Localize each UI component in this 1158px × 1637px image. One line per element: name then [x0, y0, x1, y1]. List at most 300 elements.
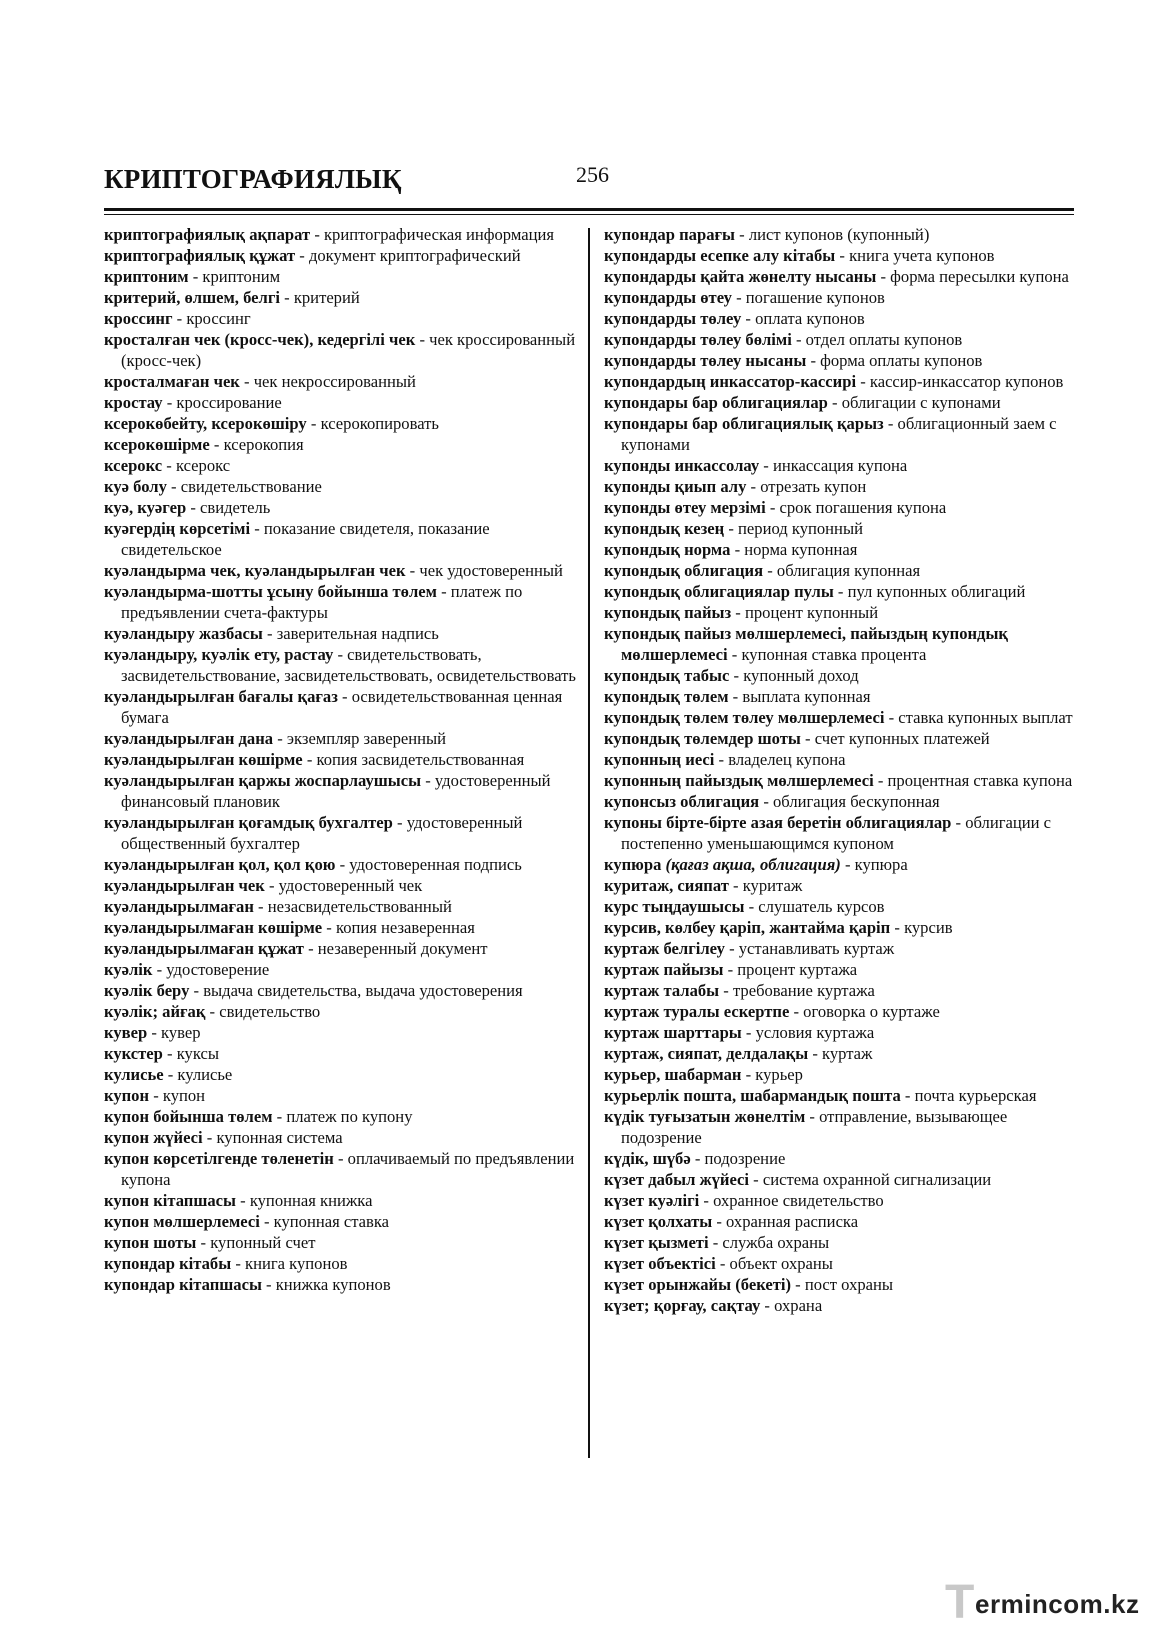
entry-term: куәландырылған қоғамдық бухгалтер	[104, 813, 393, 832]
entry-translation: криптографическая информация	[324, 225, 554, 244]
dictionary-entry	[104, 917, 579, 938]
entry-separator: -	[322, 918, 336, 937]
dictionary-entry	[604, 1232, 1076, 1253]
entry-separator: -	[741, 309, 756, 328]
dictionary-entry	[104, 1064, 579, 1085]
dictionary-entry	[104, 959, 579, 980]
entry-term: купондарды өтеу	[604, 288, 732, 307]
entry-separator: -	[209, 435, 224, 454]
entry-translation: владелец купона	[728, 750, 846, 769]
entry-separator: -	[951, 813, 966, 832]
right-column	[604, 224, 1076, 1316]
entry-translation: форма пересылки купона	[890, 267, 1069, 286]
entry-separator: -	[250, 519, 264, 538]
entry-term: куәландырылған дана	[104, 729, 274, 748]
entry-translation: требование куртажа	[732, 981, 875, 1000]
dictionary-entry	[604, 980, 1076, 1001]
entry-translation: купон	[162, 1086, 206, 1105]
dictionary-entry	[104, 1127, 579, 1148]
dictionary-entry	[104, 224, 579, 245]
entry-translation: удостоверение	[166, 960, 270, 979]
dictionary-entry	[604, 1085, 1076, 1106]
entry-translation: оплачиваемый по предъявлении купона	[121, 1149, 575, 1189]
entry-separator: -	[759, 792, 773, 811]
dictionary-entry	[604, 1190, 1076, 1211]
entry-term: куәлік; айғақ	[104, 1002, 206, 1021]
entry-translation: куксы	[176, 1044, 220, 1063]
entry-term: купон	[104, 1086, 150, 1105]
entry-separator: -	[280, 288, 294, 307]
dictionary-entry	[604, 1043, 1076, 1064]
entry-translation: незасвидетельствованный	[267, 897, 452, 916]
dictionary-entry	[104, 1022, 579, 1043]
entry-separator: -	[436, 582, 451, 601]
dictionary-entry	[104, 1211, 579, 1232]
entry-separator: -	[188, 267, 203, 286]
entry-term: купонсыз облигация	[604, 792, 760, 811]
entry-translation: процент куртажа	[737, 960, 858, 979]
entry-term: купондарды есепке алу кітабы	[604, 246, 836, 265]
entry-translation: купонная система	[216, 1128, 343, 1147]
dictionary-entry	[104, 1148, 579, 1190]
left-column	[104, 224, 579, 1295]
dictionary-entry	[604, 812, 1076, 854]
dictionary-entry	[104, 392, 579, 413]
entry-term: күзет куәлігі	[604, 1191, 700, 1210]
dictionary-entry	[604, 917, 1076, 938]
entry-term: купонның пайыздық мөлшерлемесі	[604, 771, 874, 790]
dictionary-entry	[604, 1106, 1076, 1148]
entry-separator: -	[805, 1107, 820, 1126]
entry-term: купондық норма	[604, 540, 731, 559]
entry-translation: свидетель	[200, 498, 271, 517]
entry-separator: -	[759, 456, 773, 475]
entry-separator: -	[719, 981, 733, 1000]
dictionary-entry	[604, 602, 1076, 623]
entry-translation: криптоним	[202, 267, 281, 286]
dictionary-entry	[604, 1295, 1076, 1316]
entry-separator: -	[714, 750, 729, 769]
entry-term: купонды өтеу мерзімі	[604, 498, 766, 517]
entry-translation: оплата купонов	[755, 309, 865, 328]
entry-separator: -	[202, 1128, 217, 1147]
entry-term: куәландыру, куәлік ету, растау	[104, 645, 334, 664]
dictionary-entry	[604, 665, 1076, 686]
dictionary-entry	[604, 245, 1076, 266]
entry-translation: удостоверенный общественный бухгалтер	[121, 813, 523, 853]
entry-separator: -	[392, 813, 407, 832]
entry-separator: -	[760, 1296, 775, 1315]
entry-term: ксерокс	[104, 456, 163, 475]
entry-translation: показание свидетеля, показание свидетельское	[121, 519, 490, 559]
entry-term: куә болу	[104, 477, 167, 496]
entry-term: куәгердің көрсетімі	[104, 519, 251, 538]
entry-separator: -	[840, 855, 855, 874]
dictionary-entry	[104, 854, 579, 875]
entry-term: купондық төлемдер шоты	[604, 729, 801, 748]
dictionary-entry	[104, 518, 579, 560]
entry-term: купондық төлем төлеу мөлшерлемесі	[604, 708, 885, 727]
dictionary-entry	[604, 896, 1076, 917]
entry-translation: облигационный заем с купонами	[621, 414, 1057, 454]
entry-separator: -	[259, 1212, 274, 1231]
dictionary-entry	[104, 896, 579, 917]
entry-translation: кроссинг	[186, 309, 251, 328]
dictionary-entry	[604, 476, 1076, 497]
entry-term: купон кітапшасы	[104, 1191, 236, 1210]
column-divider	[588, 228, 590, 1458]
entry-term: ксерокөбейту, ксерокөшіру	[104, 414, 307, 433]
page-header	[104, 160, 1074, 200]
entry-translation: документ криптографический	[308, 246, 521, 265]
entry-term: кукстер	[104, 1044, 163, 1063]
dictionary-entry	[104, 245, 579, 266]
entry-translation: форма оплаты купонов	[820, 351, 983, 370]
entry-separator: -	[765, 498, 780, 517]
entry-translation: копия засвидетельствованная	[316, 750, 525, 769]
dictionary-entry	[604, 497, 1076, 518]
entry-translation: свидетельствовать, засвидетельствование, засвидетельствовать, освидетельствовать	[121, 645, 576, 685]
entry-translation: отрезать купон	[760, 477, 867, 496]
dictionary-entry	[104, 728, 579, 749]
entry-translation: ксерокс	[175, 456, 231, 475]
entry-term: купондарды төлеу бөлімі	[604, 330, 792, 349]
entry-term: күзет; қорғау, сақтау	[604, 1296, 761, 1315]
entry-translation: инкассация купона	[772, 456, 908, 475]
entry-translation: охрана	[774, 1296, 823, 1315]
entry-translation: критерий	[293, 288, 360, 307]
dictionary-entry	[604, 539, 1076, 560]
dictionary-entry	[104, 1232, 579, 1253]
dictionary-entry	[604, 791, 1076, 812]
dictionary-entry	[104, 434, 579, 455]
entry-translation: служба охраны	[722, 1233, 830, 1252]
entry-separator: -	[727, 645, 742, 664]
entry-separator: -	[421, 771, 435, 790]
entry-term: куртаж пайызы	[604, 960, 724, 979]
entry-translation: освидетельствованная ценная бумага	[121, 687, 563, 727]
entry-term: купондар парағы	[604, 225, 735, 244]
entry-term: куртаж талабы	[604, 981, 720, 1000]
entry-translation: пул купонных облигаций	[847, 582, 1026, 601]
entry-separator: -	[303, 939, 318, 958]
entry-separator: -	[884, 708, 899, 727]
dictionary-entry	[604, 1064, 1076, 1085]
entry-translation: охранное свидетельство	[713, 1191, 884, 1210]
dictionary-entry	[604, 686, 1076, 707]
entry-term: купондарды қайта жөнелту нысаны	[604, 267, 877, 286]
dictionary-entry	[604, 728, 1076, 749]
entry-term: купондық облигациялар пулы	[604, 582, 834, 601]
entry-translation: охранная расписка	[726, 1212, 859, 1231]
entry-translation: выплата купонная	[742, 687, 871, 706]
entry-separator: -	[883, 414, 898, 433]
entry-term: куәлік	[104, 960, 153, 979]
entry-term: куәландырылған қол, қол қою	[104, 855, 336, 874]
entry-separator: -	[196, 1233, 211, 1252]
entry-note: (қағаз ақша, облигация)	[661, 855, 841, 874]
entry-translation: погашение купонов	[745, 288, 885, 307]
entry-separator: -	[189, 981, 204, 1000]
dictionary-entry	[104, 1001, 579, 1022]
dictionary-entry	[104, 812, 579, 854]
header-rule-thin	[104, 214, 1074, 215]
entry-translation: свидетельство	[219, 1002, 321, 1021]
entry-term: куәландырылған қаржы жоспарлаушысы	[104, 771, 422, 790]
entry-separator: -	[791, 1275, 805, 1294]
entry-separator: -	[763, 561, 777, 580]
entry-translation: кувер	[161, 1023, 201, 1042]
entry-separator: -	[856, 372, 870, 391]
entry-term: куәландырылған көшірме	[104, 750, 303, 769]
dictionary-entry	[604, 287, 1076, 308]
dictionary-entry	[104, 287, 579, 308]
entry-translation: ксерокопия	[223, 435, 304, 454]
entry-term: купон көрсетілгенде төленетін	[104, 1149, 334, 1168]
entry-separator: -	[166, 477, 181, 496]
entry-separator: -	[734, 225, 749, 244]
entry-separator: -	[833, 582, 848, 601]
entry-term: куәландырылған чек	[104, 876, 265, 895]
dictionary-entry	[604, 518, 1076, 539]
dictionary-entry	[104, 623, 579, 644]
dictionary-entry	[104, 1274, 579, 1295]
entry-term: күзет объектісі	[604, 1254, 716, 1273]
dictionary-entry	[604, 371, 1076, 392]
dictionary-entry	[604, 1253, 1076, 1274]
entry-translation: удостоверенная подпись	[349, 855, 522, 874]
entry-term: куртаж, сияпат, делдалақы	[604, 1044, 809, 1063]
entry-term: купондық пайыз	[604, 603, 732, 622]
entry-separator: -	[876, 267, 891, 286]
entry-separator: -	[335, 855, 350, 874]
dictionary-entry	[104, 1043, 579, 1064]
entry-term: купондар кітапшасы	[104, 1275, 262, 1294]
entry-separator: -	[900, 1086, 915, 1105]
entry-translation: чек кроссированный (кросс-чек)	[121, 330, 576, 370]
entry-separator: -	[708, 1233, 723, 1252]
entry-separator: -	[746, 477, 761, 496]
page-title: КРИПТОГРАФИЯЛЫҚ	[104, 164, 402, 194]
entry-separator: -	[306, 414, 321, 433]
dictionary-entry	[604, 329, 1076, 350]
entry-term: куртаж белгілеу	[604, 939, 725, 958]
entry-separator: -	[715, 1254, 730, 1273]
entry-separator: -	[749, 1170, 763, 1189]
entry-separator: -	[264, 876, 279, 895]
entry-term: купондарды төлеу	[604, 309, 742, 328]
entry-translation: подозрение	[704, 1149, 786, 1168]
dictionary-entry	[104, 266, 579, 287]
entry-translation: чек удостоверенный	[419, 561, 563, 580]
entry-separator: -	[147, 1023, 162, 1042]
entry-term: кросталмаған чек	[104, 372, 240, 391]
entry-term: курс тыңдаушысы	[604, 897, 745, 916]
entry-separator: -	[239, 372, 254, 391]
entry-term: купондық пайыз мөлшерлемесі, пайыздың купондық мөлшерлемесі	[604, 624, 1008, 664]
entry-translation: система охранной сигнализации	[762, 1170, 992, 1189]
page-number: 256	[576, 162, 609, 187]
entry-translation: куртаж	[822, 1044, 873, 1063]
entry-separator: -	[333, 645, 348, 664]
entry-translation: удостоверенный финансовый плановик	[121, 771, 551, 811]
entry-translation: купюра	[854, 855, 908, 874]
entry-translation: условия куртажа	[755, 1023, 875, 1042]
dictionary-entry	[104, 455, 579, 476]
entry-term: купондық облигация	[604, 561, 764, 580]
entry-translation: экземпляр заверенный	[286, 729, 447, 748]
entry-translation: отправление, вызывающее подозрение	[621, 1107, 1008, 1147]
entry-term: куәлік беру	[104, 981, 190, 1000]
entry-term: куәландырылмаған құжат	[104, 939, 304, 958]
entry-term: купондары бар облигациялар	[604, 393, 828, 412]
entry-translation: облигация бескупонная	[773, 792, 940, 811]
dictionary-entry	[604, 1211, 1076, 1232]
entry-translation: облигации с купонами	[841, 393, 1001, 412]
entry-term: купондардың инкассатор-кассирі	[604, 372, 857, 391]
dictionary-entry	[604, 938, 1076, 959]
entry-term: куритаж, сияпат	[604, 876, 729, 895]
dictionary-entry	[604, 1022, 1076, 1043]
entry-separator: -	[163, 1065, 178, 1084]
dictionary-entry	[604, 749, 1076, 770]
dictionary-entry	[104, 1085, 579, 1106]
entry-separator: -	[800, 729, 815, 748]
entry-separator: -	[741, 1023, 756, 1042]
entry-translation: ставка купонных выплат	[898, 708, 1073, 727]
entry-separator: -	[827, 393, 842, 412]
entry-separator: -	[415, 330, 430, 349]
entry-translation: выдача свидетельства, выдача удостоверения	[203, 981, 523, 1000]
entry-translation: чек некроссированный	[253, 372, 416, 391]
entry-translation: книжка купонов	[275, 1275, 391, 1294]
entry-term: купондық кезең	[604, 519, 725, 538]
entry-separator: -	[712, 1212, 727, 1231]
entry-term: купондық табыс	[604, 666, 730, 685]
entry-term: күзет дабыл жүйесі	[604, 1170, 750, 1189]
dictionary-entry	[604, 1169, 1076, 1190]
entry-translation: кулисье	[177, 1065, 233, 1084]
entry-separator: -	[152, 960, 167, 979]
entry-separator: -	[724, 939, 739, 958]
logo-letter: T	[945, 1576, 975, 1629]
entry-separator: -	[149, 1086, 163, 1105]
entry-separator: -	[262, 624, 277, 643]
entry-translation: период купонный	[738, 519, 863, 538]
dictionary-entry	[604, 875, 1076, 896]
entry-term: куәландырма-шотты ұсыну бойынша төлем	[104, 582, 437, 601]
entry-term: күдік туғызатын жөнелтім	[604, 1107, 806, 1126]
dictionary-entry	[604, 959, 1076, 980]
entry-separator: -	[873, 771, 888, 790]
dictionary-entry	[604, 224, 1076, 245]
entry-separator: -	[690, 1149, 705, 1168]
entry-term: купонды инкассолау	[604, 456, 760, 475]
entry-term: купон мөлшерлемесі	[104, 1212, 260, 1231]
entry-translation: купонная ставка	[273, 1212, 390, 1231]
entry-term: купондарды төлеу нысаны	[604, 351, 807, 370]
entry-term: кроссинг	[104, 309, 173, 328]
dictionary-entry	[604, 707, 1076, 728]
entry-term: купондық төлем	[604, 687, 729, 706]
entry-separator: -	[162, 456, 176, 475]
entry-translation: норма купонная	[744, 540, 858, 559]
entry-term: күзет қолхаты	[604, 1212, 713, 1231]
entry-term: куәландырма чек, куәландырылған чек	[104, 561, 406, 580]
entry-translation: лист купонов (купонный)	[748, 225, 930, 244]
entry-term: купонды қиып алу	[604, 477, 747, 496]
entry-translation: оговорка о куртаже	[803, 1002, 940, 1021]
entry-term: критерий, өлшем, белгі	[104, 288, 280, 307]
entry-translation: удостоверенный чек	[278, 876, 423, 895]
entry-separator: -	[235, 1191, 250, 1210]
entry-term: купондары бар облигациялық қарыз	[604, 414, 884, 433]
entry-separator: -	[162, 1044, 177, 1063]
entry-term: кувер	[104, 1023, 148, 1042]
entry-separator: -	[405, 561, 420, 580]
entry-term: күзет орынжайы (бекеті)	[604, 1275, 791, 1294]
entry-translation: заверительная надпись	[276, 624, 439, 643]
dictionary-entry	[104, 644, 579, 686]
entry-term: купон бойынша төлем	[104, 1107, 273, 1126]
termincom-logo	[945, 1576, 1145, 1629]
entry-separator: -	[295, 246, 309, 265]
entry-term: күзет қызметі	[604, 1233, 709, 1252]
entry-separator: -	[741, 1065, 756, 1084]
entry-separator: -	[723, 960, 738, 979]
dictionary-entry	[104, 413, 579, 434]
entry-translation: ксерокопировать	[320, 414, 439, 433]
entry-translation: кассир-инкассатор купонов	[869, 372, 1064, 391]
entry-translation: купонная книжка	[249, 1191, 373, 1210]
dictionary-entry	[604, 350, 1076, 371]
entry-translation: счет купонных платежей	[814, 729, 990, 748]
entry-translation: курсив	[904, 918, 953, 937]
entry-translation: пост охраны	[804, 1275, 894, 1294]
entry-translation: незаверенный документ	[317, 939, 488, 958]
dictionary-entry	[604, 854, 1076, 875]
entry-translation: копия незаверенная	[335, 918, 475, 937]
entry-translation: свидетельствование	[180, 477, 322, 496]
entry-separator: -	[231, 1254, 246, 1273]
entry-term: куәландырылмаған	[104, 897, 254, 916]
entry-separator: -	[789, 1002, 804, 1021]
entry-separator: -	[731, 603, 745, 622]
entry-translation: процент купонный	[744, 603, 879, 622]
entry-term: купюра	[604, 855, 662, 874]
entry-separator: -	[302, 750, 317, 769]
entry-term: куә, куәгер	[104, 498, 187, 517]
entry-term: купоны бірте-бірте азая беретін облигациялар	[604, 813, 952, 832]
entry-term: куәландырылмаған көшірме	[104, 918, 323, 937]
dictionary-entry	[104, 1106, 579, 1127]
entry-separator: -	[791, 330, 806, 349]
entry-translation: облигации с постепенно уменьшающимся купоном	[621, 813, 1052, 853]
entry-separator: -	[730, 540, 745, 559]
entry-term: күдік, шүбә	[604, 1149, 691, 1168]
entry-separator: -	[261, 1275, 276, 1294]
dictionary-entry	[104, 371, 579, 392]
dictionary-entry	[604, 560, 1076, 581]
entry-separator: -	[731, 288, 746, 307]
dictionary-entry	[104, 497, 579, 518]
entry-term: криптографиялық құжат	[104, 246, 296, 265]
dictionary-entry	[604, 1274, 1076, 1295]
dictionary-entry	[104, 686, 579, 728]
entry-term: купон шоты	[104, 1233, 197, 1252]
dictionary-entry	[104, 581, 579, 623]
dictionary-entry	[104, 749, 579, 770]
